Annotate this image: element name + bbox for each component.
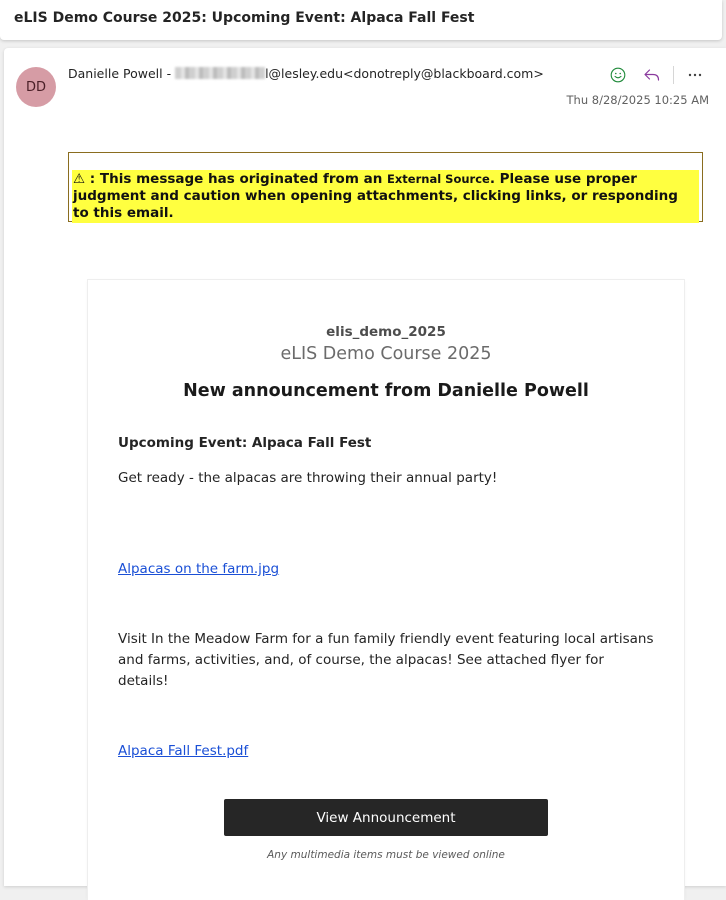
email-message (4, 48, 726, 886)
external-source-warning (68, 152, 703, 222)
warning-icon: ⚠ (73, 171, 86, 187)
sender-email[interactable]: l@lesley.edu (265, 66, 344, 81)
warning-text (72, 170, 699, 223)
react-button[interactable] (601, 64, 635, 86)
attachment-link-jpg[interactable] (118, 559, 658, 580)
reply-icon (643, 67, 661, 83)
more-icon (687, 67, 703, 83)
reply-button[interactable] (635, 64, 669, 86)
announcement-card (88, 280, 684, 900)
redacted-email-part (175, 67, 265, 79)
warning-text-part1: This message has originated from an (99, 171, 388, 187)
message-actions (601, 64, 712, 86)
announcement-intro: Get ready - the alpacas are throwing their annual party! (118, 470, 498, 486)
course-name: eLIS Demo Course 2025 (280, 344, 492, 364)
from-line (68, 66, 544, 81)
more-actions-button[interactable] (678, 64, 712, 86)
email-subject: eLIS Demo Course 2025: Upcoming Event: Alpaca Fall Fest (0, 0, 722, 40)
name-separator: - (162, 66, 176, 81)
sender-name[interactable]: Danielle Powell (68, 66, 163, 81)
course-id: elis_demo_2025 (326, 324, 446, 340)
announcement-paragraph: Visit In the Meadow Farm for a fun family friendly event featuring local artisans and farms, activities, and, of course, the alpacas! See attached flyer for details! (118, 631, 654, 689)
actions-divider (673, 66, 674, 84)
announcement-headline: New announcement from Danielle Powell (183, 381, 589, 401)
sent-date: Thu 8/28/2025 10:25 AM (566, 93, 709, 107)
sender-avatar[interactable]: DD (16, 67, 56, 107)
warning-colon: : (85, 171, 100, 187)
reply-to-address[interactable]: <donotreply@blackboard.com> (343, 66, 544, 81)
announcement-title: Upcoming Event: Alpaca Fall Fest (118, 435, 372, 451)
attachment-link-jpg-label[interactable]: Alpacas on the farm.jpg (118, 561, 280, 577)
smiley-icon (610, 67, 626, 83)
warning-external-label: External Source (387, 172, 490, 186)
view-announcement-button[interactable]: View Announcement (224, 799, 548, 836)
warning-text-part2: . Please use proper judgment and caution when opening attachments, clicking links, or responding to this email. (73, 171, 678, 221)
multimedia-footnote: Any multimedia items must be viewed online (267, 849, 505, 861)
attachment-link-pdf-label[interactable]: Alpaca Fall Fest.pdf (118, 743, 249, 759)
attachment-link-pdf[interactable] (118, 741, 658, 762)
